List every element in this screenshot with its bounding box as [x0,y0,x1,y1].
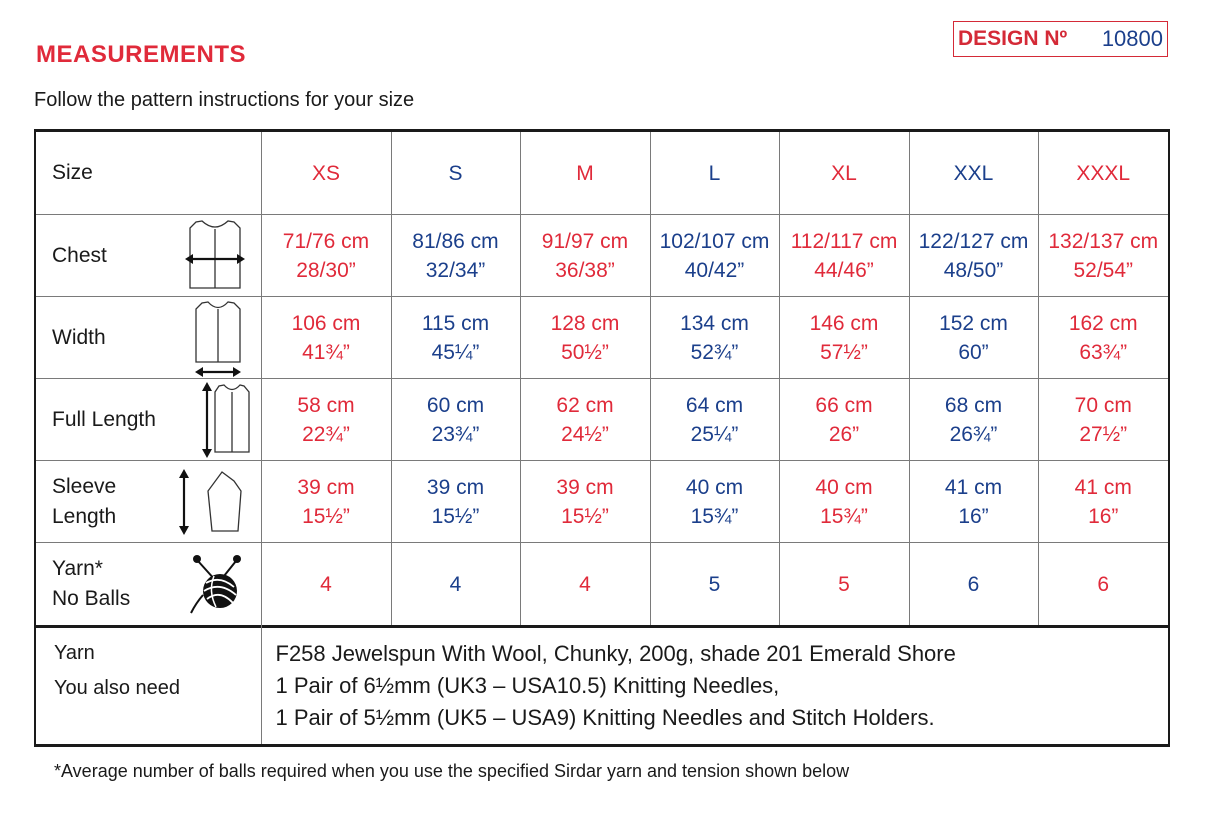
width-garment-icon [188,298,248,378]
needles-line-2: 1 Pair of 5½mm (UK5 – USA9) Knitting Needles and Stitch Holders. [275,705,935,730]
yarn-description: F258 Jewelspun With Wool, Chunky, 200g, shade 201 Emerald Shore [275,641,956,666]
size-cell: XXXL [1038,131,1169,215]
yarn-balls-cell: 5 [650,543,779,627]
full-length-cell: 62 cm 24½” [520,379,650,461]
yarn-balls-cell: 4 [391,543,520,627]
yarn-balls-cell: 4 [520,543,650,627]
size-cell: XXL [909,131,1038,215]
width-cell: 128 cm 50½” [520,297,650,379]
width-cell: 106 cm 41¾” [261,297,391,379]
yarn-balls-cell: 5 [779,543,909,627]
full-length-cell: 66 cm 26” [779,379,909,461]
sleeve-length-row [35,461,1169,543]
yarn-label: Yarn [54,642,95,664]
footnote: *Average number of balls required when you use the specified Sirdar yarn and tension shown below [54,761,850,781]
sleeve-length-cell: 39 cm 15½” [391,461,520,543]
width-cell: 152 cm 60” [909,297,1038,379]
design-label: DESIGN Nº [958,27,1068,50]
sleeve-label-line2: Length [52,504,117,528]
full-length-cell: 68 cm 26¾” [909,379,1038,461]
chest-cell: 102/107 cm 40/42” [650,215,779,297]
chest-cell: 132/137 cm 52/54” [1038,215,1169,297]
width-label: Width [52,325,106,349]
chest-cell: 81/86 cm 32/34” [391,215,520,297]
yarn-balls-cell: 6 [909,543,1038,627]
yarn-requirements-table [34,620,1170,747]
yarn-balls-label-cell [35,543,261,627]
sleeve-icon [176,467,248,537]
full-length-cell: 58 cm 22¾” [261,379,391,461]
full-length-cell: 64 cm 25¼” [650,379,779,461]
full-length-label: Full Length [52,407,156,431]
full-length-row [35,379,1169,461]
width-cell: 115 cm 45¼” [391,297,520,379]
size-cell: L [650,131,779,215]
sleeve-length-cell: 41 cm 16” [1038,461,1169,543]
width-cell: 134 cm 52¾” [650,297,779,379]
chest-garment-icon [182,216,248,296]
design-number-box [953,21,1168,57]
width-row [35,297,1169,379]
full-length-label-cell [35,379,261,461]
sleeve-length-cell: 39 cm 15½” [261,461,391,543]
yarn-label-line1: Yarn* [52,557,103,580]
yarn-balls-cell: 6 [1038,543,1169,627]
full-length-cell: 70 cm 27½” [1038,379,1169,461]
full-length-cell: 60 cm 23¾” [391,379,520,461]
size-cell: M [520,131,650,215]
subtitle: Follow the pattern instructions for your size [34,89,415,111]
sleeve-length-cell: 39 cm 15½” [520,461,650,543]
length-garment-icon [200,380,250,460]
size-cell: S [391,131,520,215]
size-label: Size [52,161,93,184]
sleeve-length-label-cell [35,461,261,543]
chest-cell: 112/117 cm 44/46” [779,215,909,297]
chest-label: Chest [52,243,107,267]
design-number: 10800 [1101,26,1163,51]
yarn-ball-icon [186,551,248,617]
size-label-cell [35,131,261,215]
yarn-label-line2: No Balls [52,587,131,610]
chest-cell: 91/97 cm 36/38” [520,215,650,297]
chest-label-cell [35,215,261,297]
yarn-requirements-details [261,620,1169,746]
sleeve-length-cell: 40 cm 15¾” [779,461,909,543]
size-cell: XL [779,131,909,215]
needles-line-1: 1 Pair of 6½mm (UK3 – USA10.5) Knitting Needles, [275,673,780,698]
size-cell: XS [261,131,391,215]
width-cell: 162 cm 63¾” [1038,297,1169,379]
size-row [35,131,1169,215]
width-label-cell [35,297,261,379]
sleeve-length-cell: 40 cm 15¾” [650,461,779,543]
measurements-table [34,129,1170,628]
chest-cell: 71/76 cm 28/30” [261,215,391,297]
yarn-balls-cell: 4 [261,543,391,627]
page-title: MEASUREMENTS [36,41,247,68]
sleeve-length-cell: 41 cm 16” [909,461,1038,543]
sleeve-label-line1: Sleeve [52,474,117,498]
yarn-balls-row [35,543,1169,627]
also-need-label: You also need [54,677,181,699]
width-cell: 146 cm 57½” [779,297,909,379]
chest-row [35,215,1169,297]
chest-cell: 122/127 cm 48/50” [909,215,1038,297]
yarn-requirements-labels [35,620,261,746]
